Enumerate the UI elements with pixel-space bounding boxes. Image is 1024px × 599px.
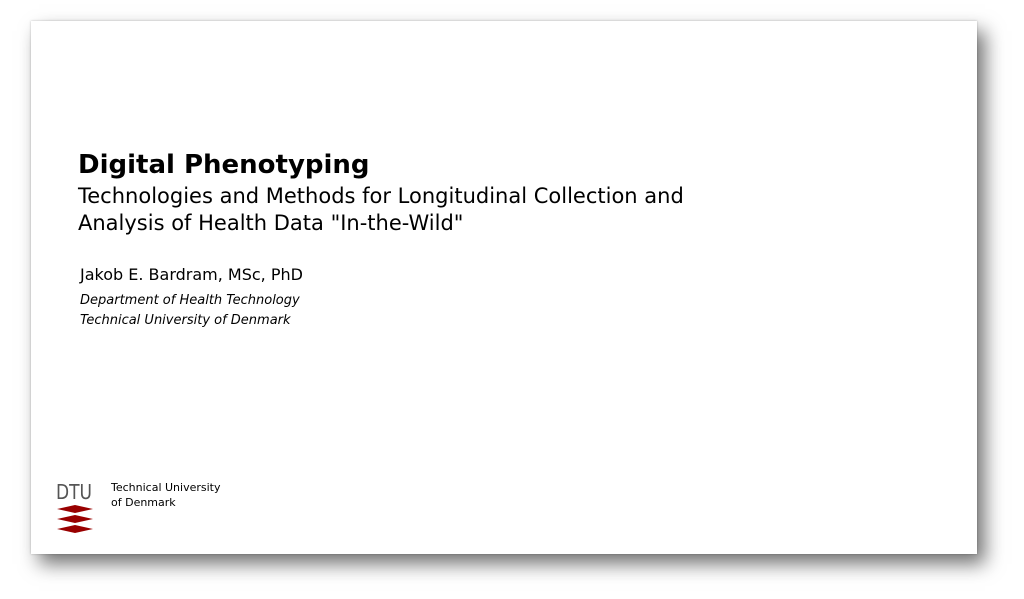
dtu-logo-text [111, 480, 221, 510]
affiliation-university: Technical University of Denmark [80, 313, 291, 328]
logo-name-line-1: Technical University [111, 481, 221, 494]
slide-title: Digital Phenotyping [78, 150, 370, 180]
slide [31, 21, 977, 554]
dtu-wave-marks [57, 505, 93, 533]
author-name: Jakob E. Bardram, MSc, PhD [80, 265, 303, 284]
affiliation-department: Department of Health Technology [80, 293, 300, 308]
subtitle-line-2: Analysis of Health Data "In-the-Wild" [78, 211, 464, 235]
logo-name-line-2: of Denmark [111, 496, 176, 509]
slide-subtitle [78, 183, 684, 237]
dtu-logo-icon [55, 479, 95, 535]
dtu-logo-mark: DTU [56, 480, 92, 504]
subtitle-line-1: Technologies and Methods for Longitudinal Collection and [78, 184, 684, 208]
